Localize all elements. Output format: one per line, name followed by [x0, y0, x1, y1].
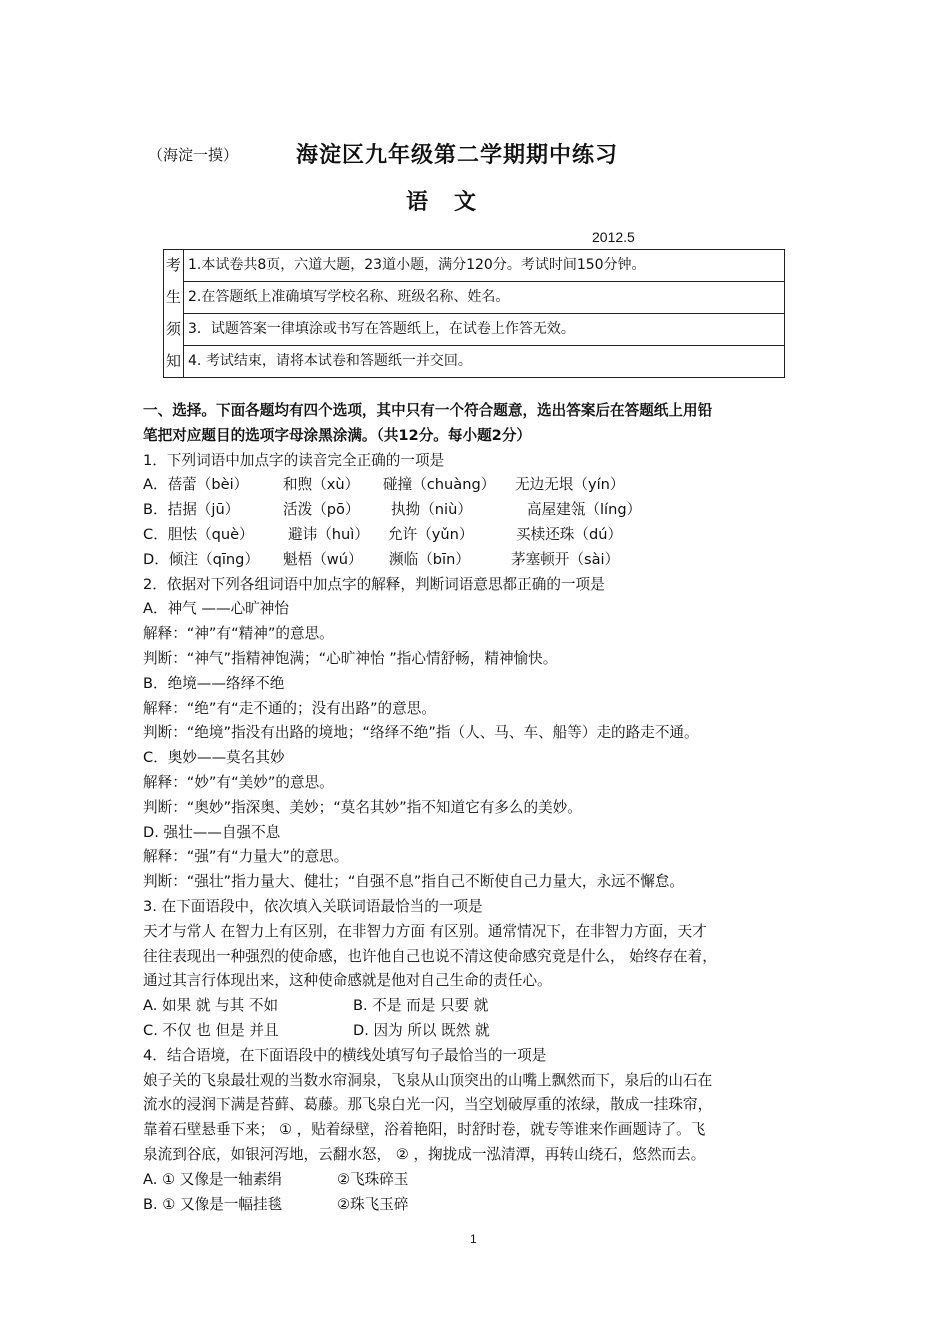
option-ab-a: A. 如果 就 与其 不如	[143, 997, 279, 1015]
option-word: 无边无垠（yín）	[515, 476, 625, 494]
question-3-stem: 3. 在下面语段中，依次填入关联词语最恰当的一项是	[143, 897, 483, 915]
exam-body	[143, 399, 813, 1217]
option-cd-c: C. 不仅 也 但是 并且	[143, 1021, 279, 1039]
question-2-line: C．奥妙——莫名其妙	[143, 749, 285, 767]
option-word: A．蓓蕾（bèi）	[143, 476, 249, 494]
section-heading: 笔把对应题目的选项字母涂黑涂满。（共12分。每小题2分）	[143, 426, 532, 444]
question-4-option-a	[143, 1168, 813, 1193]
notice-label-char: 生	[164, 282, 184, 314]
option-word: 高屋建瓴（líng）	[527, 501, 642, 519]
option-word: 活泼（pō）	[283, 501, 360, 519]
option-part-2: ②珠飞玉碎	[337, 1195, 409, 1213]
question-4-passage: 靠着石壁悬垂下来； ① ，贴着绿壁，浴着艳阳，时舒时卷，就专等谁来作画题诗了。飞	[143, 1121, 706, 1139]
option-word: C．胆怯（què）	[143, 525, 254, 543]
question-2-line: 判断：“强壮”指力量大、健壮；“自强不息”指自己不断使自己力量大，永远不懈怠。	[143, 873, 685, 891]
question-2-line: 判断：“神气”指精神饱满；“心旷神怡 ”指心情舒畅，精神愉快。	[143, 649, 558, 667]
notice-label-char: 考	[164, 250, 184, 282]
question-1-option-a	[143, 473, 813, 498]
section-heading: 一、选择。下面各题均有四个选项，其中只有一个符合题意，选出答案后在答题纸上用铅	[143, 402, 713, 419]
option-word: D．倾注（qīng）	[143, 550, 260, 568]
page-title: 海淀区九年级第二学期期中练习	[296, 142, 619, 168]
question-4-passage: 泉流到谷底，如银河泻地，云翻水怒， ② ，掬拢成一泓清潭，再转山绕石，悠然而去。	[143, 1145, 706, 1163]
question-4-passage: 娘子关的飞泉最壮观的当数水帘洞泉，飞泉从山顶突出的山嘴上飘然而下，泉后的山石在	[143, 1071, 713, 1089]
option-word: 避讳（huì）	[288, 525, 369, 543]
exam-date: 2012.5	[592, 229, 635, 245]
page-number: 1	[470, 1232, 477, 1246]
option-word: 买椟还珠（dú）	[516, 525, 623, 543]
question-3-passage: 通过其言行体现出来，这种使命感就是他对自己生命的责任心。	[143, 972, 552, 990]
question-2-line: A．神气 ——心旷神怡	[143, 600, 289, 618]
option-word: 和煦（xù）	[283, 476, 360, 494]
question-3-options-cd	[143, 1019, 813, 1044]
option-word: B．拮据（jū）	[143, 501, 240, 519]
question-2-line: 解释：“强”有“力量大”的意思。	[143, 848, 349, 866]
question-3-options-ab	[143, 994, 813, 1019]
notice-label-char: 须	[164, 314, 184, 346]
question-2-line: 解释：“神”有“精神”的意思。	[143, 625, 334, 643]
question-4-stem: 4．结合语境，在下面语段中的横线处填写句子最恰当的一项是	[143, 1046, 547, 1064]
notice-table	[163, 249, 785, 378]
question-2-line: 判断：“绝境”指没有出路的境地；“络绎不绝”指（人、马、车、船等）走的路走不通。	[143, 724, 699, 742]
option-cd-d: D. 因为 所以 既然 就	[353, 1021, 490, 1039]
question-1-option-d	[143, 548, 813, 573]
question-2-line: D. 强壮——自强不息	[143, 823, 281, 841]
option-word: 濒临（bīn）	[389, 550, 470, 568]
question-2-line: 解释：“妙”有“美妙”的意思。	[143, 773, 334, 791]
subject-title: 语文	[406, 189, 503, 215]
question-3-passage: 往往表现出一种强烈的使命感，也许他自己也说不清这使命感究竟是什么， 始终存在着，	[143, 947, 717, 965]
question-2-line: 解释：“绝”有“走不通的；没有出路”的意思。	[143, 699, 436, 717]
option-part-1: B. ① 又像是一幅挂毯	[143, 1195, 283, 1213]
option-word: 碰撞（chuàng）	[383, 476, 496, 494]
exam-tag: （海淀一摸）	[148, 146, 239, 164]
option-word: 魁梧（wú）	[283, 550, 363, 568]
question-1-option-b	[143, 498, 813, 523]
question-2-stem: 2．依据对下列各组词语中加点字的解释，判断词语意思都正确的一项是	[143, 575, 605, 593]
option-ab-b: B. 不是 而是 只要 就	[353, 997, 489, 1015]
notice-label-char: 知	[164, 346, 184, 378]
question-2-line: B．绝境——络绎不绝	[143, 674, 285, 692]
notice-item: 4. 考试结束，请将本试卷和答题纸一并交回。	[184, 346, 785, 378]
notice-item: 2.在答题纸上准确填写学校名称、班级名称、姓名。	[184, 282, 785, 314]
notice-item: 1.本试卷共8页，六道大题，23道小题，满分120分。考试时间150分钟。	[184, 250, 785, 282]
option-part-1: A. ① 又像是一轴素绢	[143, 1170, 282, 1188]
question-3-passage: 天才与常人 在智力上有区别，在非智力方面 有区别。通常情况下，在非智力方面，天才	[143, 922, 707, 940]
question-4-passage: 流水的浸润下满是苔藓、葛藤。那飞泉白光一闪，当空划破厚重的浓绿，散成一挂珠帘，	[143, 1096, 713, 1114]
option-word: 允许（yǔn）	[388, 525, 474, 543]
option-word: 茅塞顿开（sài）	[511, 550, 620, 568]
notice-item: 3．试题答案一律填涂或书写在答题纸上，在试卷上作答无效。	[184, 314, 785, 346]
question-4-option-b	[143, 1193, 813, 1218]
question-1-stem: 1．下列词语中加点字的读音完全正确的一项是	[143, 451, 445, 469]
option-word: 执拗（niù）	[391, 501, 472, 519]
option-part-2: ②飞珠碎玉	[337, 1170, 409, 1188]
question-1-option-c	[143, 523, 813, 548]
question-2-line: 判断：“奥妙”指深奥、美妙；“莫名其妙”指不知道它有多么的美妙。	[143, 798, 582, 816]
